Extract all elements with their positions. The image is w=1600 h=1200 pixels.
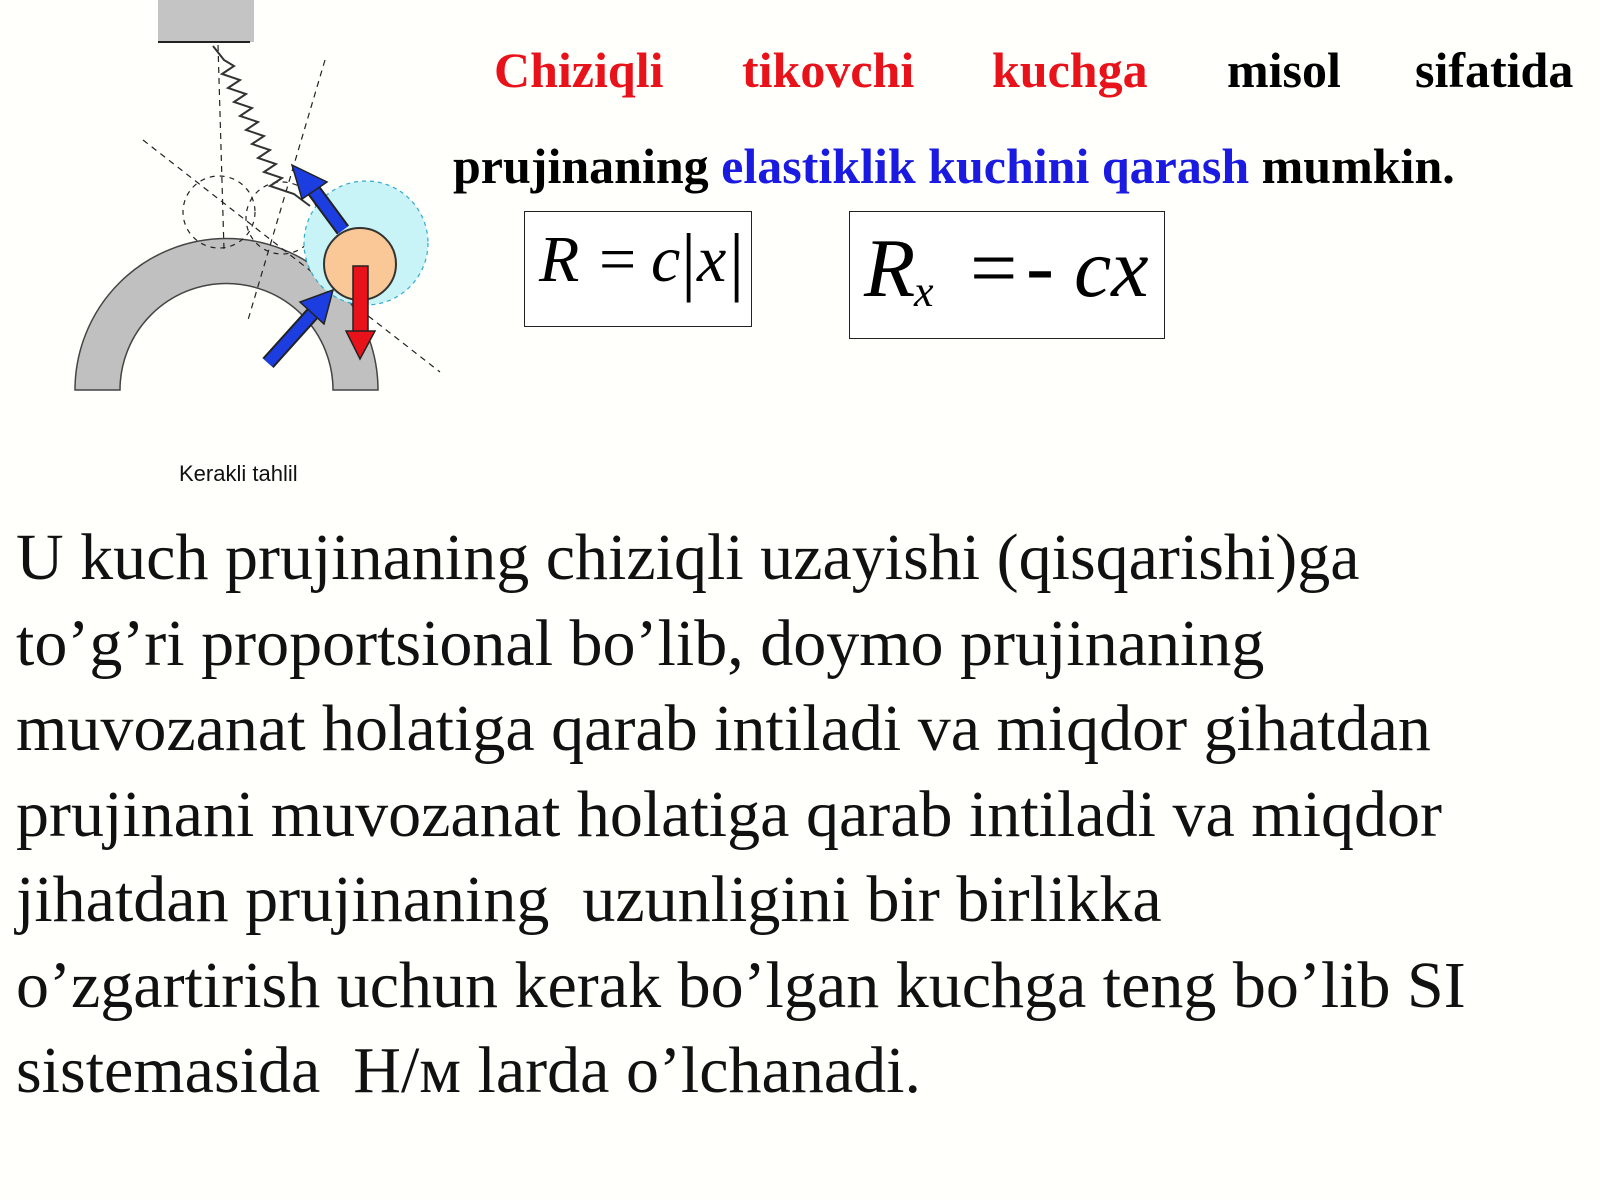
formula-symbol: |	[729, 219, 745, 303]
formula-absolute	[524, 211, 752, 327]
formula-symbol: -	[1026, 220, 1054, 313]
body-line: U kuch prujinaning chiziqli uzayishi (qisqarishi)ga	[16, 521, 1360, 594]
ghost-position-1	[183, 176, 255, 248]
formula-symbol: x	[697, 223, 727, 296]
heading-text: mumkin.	[1249, 138, 1455, 194]
ceiling-support	[158, 0, 254, 42]
formula-subscript: x	[914, 267, 934, 316]
formula-symbol: |	[681, 219, 697, 303]
formula-symbol: cx	[1074, 222, 1149, 315]
formula-symbol: R	[864, 222, 916, 315]
heading-word: misol	[1227, 42, 1341, 98]
formula-symbol: =	[970, 222, 1018, 315]
body-line: jihatdan prujinaning uzunligini bir birlikka	[16, 863, 1162, 936]
formula-projection	[849, 211, 1165, 339]
body-line: to’g’ri proportsional bo’lib, doymo prujinaning	[16, 606, 1265, 680]
heading-word: Chiziqli	[494, 42, 664, 98]
diagram-caption: Kerakli tahlil	[179, 461, 298, 486]
heading-text: prujinaning	[453, 138, 722, 194]
formula-symbol: c	[651, 223, 681, 296]
heading-line-2	[453, 136, 1455, 196]
body-line: o’zgartirish uchun kerak bo’lgan kuchga teng bo’lib SI	[16, 948, 1466, 1022]
heading-word: tikovchi	[742, 42, 915, 98]
body-line: sistemasida H/м larda o’lchanadi.	[16, 1034, 921, 1107]
heading-line-1	[0, 40, 1600, 100]
heading-highlight: elastiklik kuchini qarash	[721, 138, 1250, 194]
body-line: prujinani muvozanat holatiga qarab intiladi va miqdor	[16, 777, 1442, 851]
heading-word: sifatida	[1415, 42, 1574, 98]
formula-symbol: R	[539, 223, 580, 296]
body-line: muvozanat holatiga qarab intiladi va miqdor gihatdan	[16, 692, 1431, 765]
formula-symbol: =	[599, 223, 637, 296]
body-paragraph	[16, 515, 1586, 1114]
heading-word: kuchga	[992, 42, 1148, 98]
